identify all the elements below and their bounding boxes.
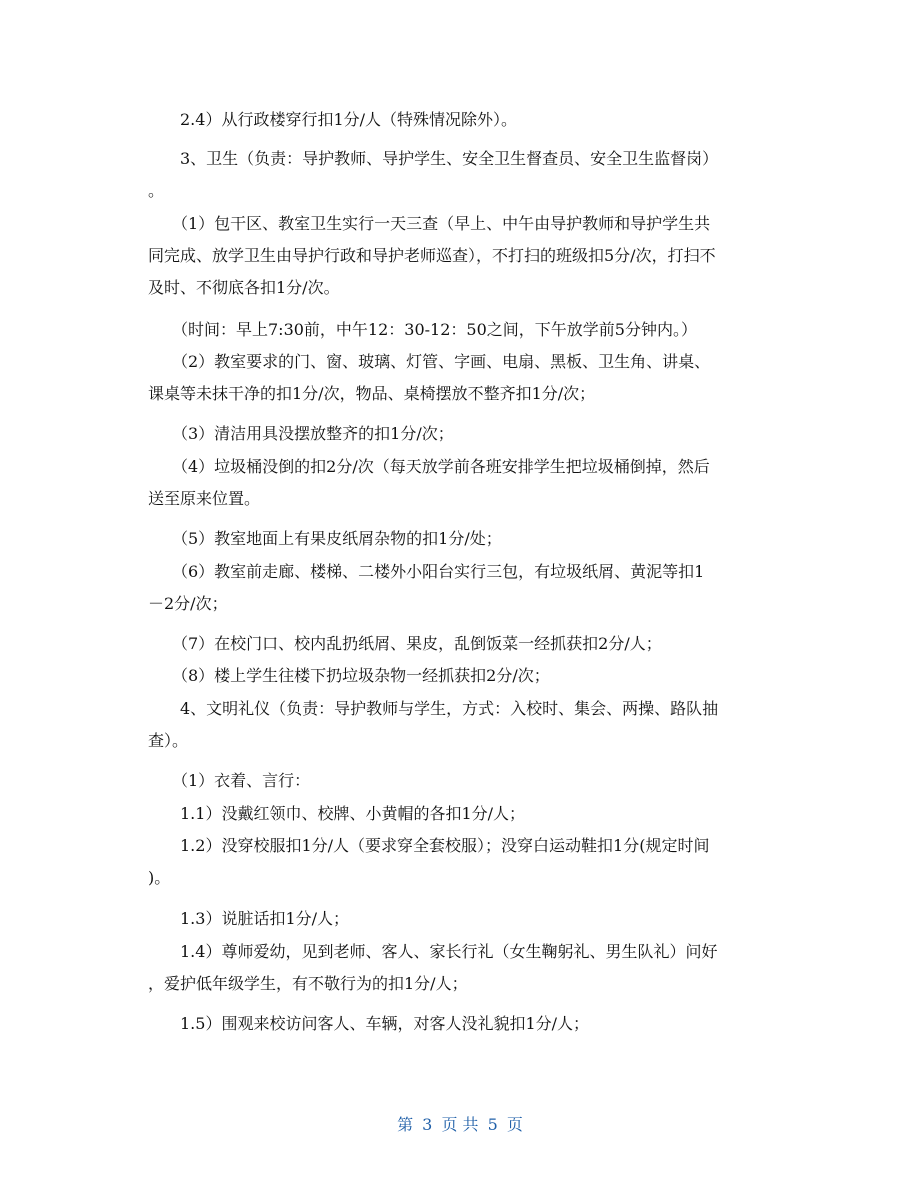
paragraph [148,556,788,620]
paragraph-line: （4）垃圾桶没倒的扣2分/次（每天放学前各班安排学生把垃圾桶倒掉，然后 [148,457,710,476]
paragraph [148,798,788,830]
footer-page-number: 3 [422,1115,433,1134]
paragraph-line: （5）教室地面上有果皮纸屑杂物的扣1分/处； [148,529,502,548]
footer-suffix: 页 [506,1115,523,1134]
paragraph [148,418,788,450]
paragraph-line: 3、卫生（负责：导护教师、导护学生、安全卫生督查员、安全卫生监督岗） [148,149,719,168]
paragraph-line: （8）楼上学生往楼下扔垃圾杂物一经抓获扣2分/次； [148,666,550,685]
paragraph-line: （1）衣着、言行： [148,771,311,790]
paragraph-line: （1）包干区、教室卫生实行一天三查（早上、中午由导护教师和导护学生共 [148,214,711,233]
footer-middle: 页 共 [441,1115,479,1134]
paragraph-line: )。 [148,868,171,887]
paragraph-line: 及时、不彻底各扣1分/次。 [148,278,340,297]
paragraph-line: 1.2）没穿校服扣1分/人（要求穿全套校服）；没穿白运动鞋扣1分(规定时间 [148,836,710,855]
paragraph-line: 查）。 [148,731,189,750]
paragraph [148,765,788,797]
paragraph-line: 同完成、放学卫生由导护行政和导护老师巡查），不打扫的班级扣5分/次，打扫不 [148,246,716,265]
footer-prefix: 第 [397,1115,414,1134]
paragraph [148,693,788,757]
paragraph-line: －2分/次； [148,594,228,613]
paragraph-line: （6）教室前走廊、楼梯、二楼外小阳台实行三包，有垃圾纸屑、黄泥等扣1 [148,562,705,581]
paragraph-line: （时间：早上7:30前，中午12：30-12：50之间，下午放学前5分钟内。） [148,320,697,339]
paragraph-line: 。 [148,181,165,200]
paragraph [148,143,788,207]
paragraph [148,314,788,346]
paragraph [148,346,788,410]
paragraph-line: 2.4）从行政楼穿行扣1分/人（特殊情况除外）。 [148,110,518,129]
paragraph-line: 1.3）说脏话扣1分/人； [148,909,350,928]
paragraph-line: （2）教室要求的门、窗、玻璃、灯管、字画、电扇、黑板、卫生角、讲桌、 [148,352,711,371]
paragraph-line: ，爱护低年级学生，有不敬行为的扣1分/人； [148,974,468,993]
paragraph [148,1008,788,1040]
paragraph [148,451,788,515]
paragraph-line: （7）在校门口、校内乱扔纸屑、果皮，乱倒饭菜一经抓获扣2分/人； [148,634,662,653]
footer-total-pages: 5 [487,1115,498,1134]
paragraph-line: 课桌等未抹干净的扣1分/次，物品、桌椅摆放不整齐扣1分/次； [148,384,596,403]
paragraph-line: 送至原来位置。 [148,489,261,508]
paragraph [148,903,788,935]
paragraph [148,936,788,1000]
paragraph-line: 4、文明礼仪（负责：导护教师与学生，方式：入校时、集会、两操、路队抽 [148,699,719,718]
paragraph [148,104,788,136]
paragraph [148,523,788,555]
paragraph [148,660,788,692]
paragraph [148,208,788,304]
paragraph [148,628,788,660]
paragraph-line: （3）清洁用具没摆放整齐的扣1分/次； [148,424,454,443]
paragraph-line: 1.5）围观来校访问客人、车辆，对客人没礼貌扣1分/人； [148,1014,590,1033]
paragraph-line: 1.1）没戴红领巾、校牌、小黄帽的各扣1分/人； [148,804,526,823]
page-footer [0,1112,920,1135]
paragraph [148,830,788,894]
paragraph-line: 1.4）尊师爱幼，见到老师、客人、家长行礼（女生鞠躬礼、男生队礼）问好 [148,942,718,961]
